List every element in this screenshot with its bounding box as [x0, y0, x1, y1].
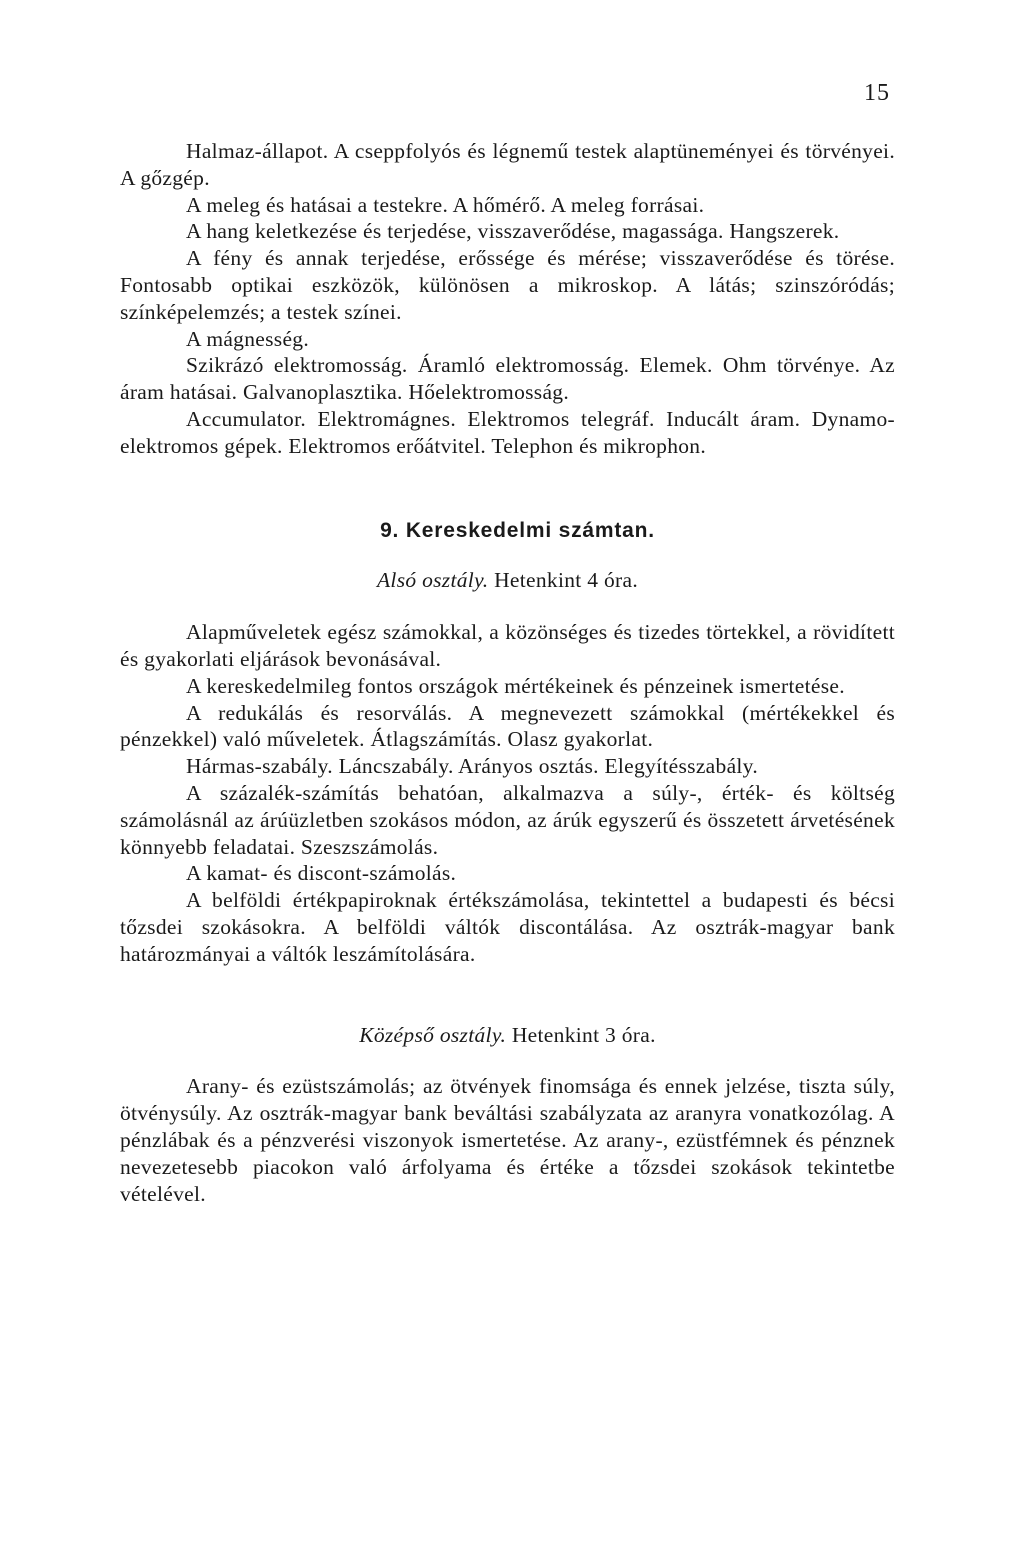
paragraph: A meleg és hatásai a testekre. A hőmérő. A meleg forrásai. [186, 192, 705, 217]
paragraph: A hang keletkezése és terjedése, visszaverődése, magassága. Hangszerek. [186, 219, 840, 244]
paragraph: A kamat- és discont-számolás. [186, 861, 457, 886]
class-hours: Hetenkint 3 óra. [511, 1022, 656, 1047]
class-hours: Hetenkint 4 óra. [494, 568, 639, 593]
page-number: 15 [864, 80, 890, 106]
paragraph: Arany- és ezüstszámolás; az ötvények finomsága és ennek jelzése, tiszta súly, ötvénysúly. Az osztrák-magyar bank beváltási szabályzata az aranyra vonatkozólag. A pénzlábak és a pénzverési viszonyok ismertetése. Az arany-, ezüstfémnek és pénznek nevezetesebb piacokon való árfolyama és értéke a tőzsdei szokások tekintetbe vételével. [120, 1074, 895, 1206]
physics-section [120, 138, 895, 460]
middle-class-line [120, 1022, 895, 1049]
paragraph: A fény és annak terjedése, erőssége és mérése; visszaverődése és törése. Fontosabb optikai eszközök, különösen a mikroskop. A látás; szinszóródás; színképelemzés; a testek színei. [120, 246, 895, 324]
paragraph: Accumulator. Elektromágnes. Elektromos telegráf. Inducált áram. Dynamo-elektromos gépek. Elektromos erőátvitel. Telephon és mikrophon. [120, 406, 895, 458]
lower-class-line [120, 567, 895, 594]
class-name: Középső osztály. [359, 1022, 507, 1047]
paragraph: A mágnesség. [186, 326, 310, 351]
lower-class-section [120, 619, 895, 967]
paragraph: A belföldi értékpapiroknak értékszámolása, tekintettel a budapesti és bécsi tőzsdei szokásokra. A belföldi váltók discontálása. Az osztrák-magyar bank határozmányai a váltók leszámítolására. [120, 888, 895, 966]
paragraph: A redukálás és resorválás. A megnevezett számokkal (mértékekkel és pénzekkel) való műveletek. Átlagszámítás. Olasz gyakorlat. [120, 700, 895, 752]
paragraph: Halmaz-állapot. A cseppfolyós és légnemű testek alaptüneményei és törvényei. A gőzgép. [120, 139, 895, 190]
paragraph: Szikrázó elektromosság. Áramló elektromosság. Elemek. Ohm törvénye. Az áram hatásai. Galvanoplasztika. Hőelektromosság. [120, 353, 895, 405]
middle-class-section [120, 1073, 895, 1207]
paragraph: Alapműveletek egész számokkal, a közönséges és tizedes törtekkel, a rövidített és gyakorlati eljárások bevonásával. [120, 620, 895, 671]
paragraph: A százalék-számítás behatóan, alkalmazva a súly-, érték- és költség számolásnál az árúüzletben szokásos módon, az árúk egyszerű és összetett árvetésének könnyebb feladatai. Szeszszámolás. [120, 780, 895, 859]
page-body [120, 138, 895, 1207]
paragraph: A kereskedelmileg fontos országok mértékeinek és pénzeinek ismertetése. [186, 673, 845, 698]
section-heading: 9. Kereskedelmi számtan. [380, 518, 655, 542]
class-name: Alsó osztály. [376, 568, 489, 593]
paragraph: Hármas-szabály. Láncszabály. Arányos osztás. Elegyítésszabály. [186, 754, 759, 779]
